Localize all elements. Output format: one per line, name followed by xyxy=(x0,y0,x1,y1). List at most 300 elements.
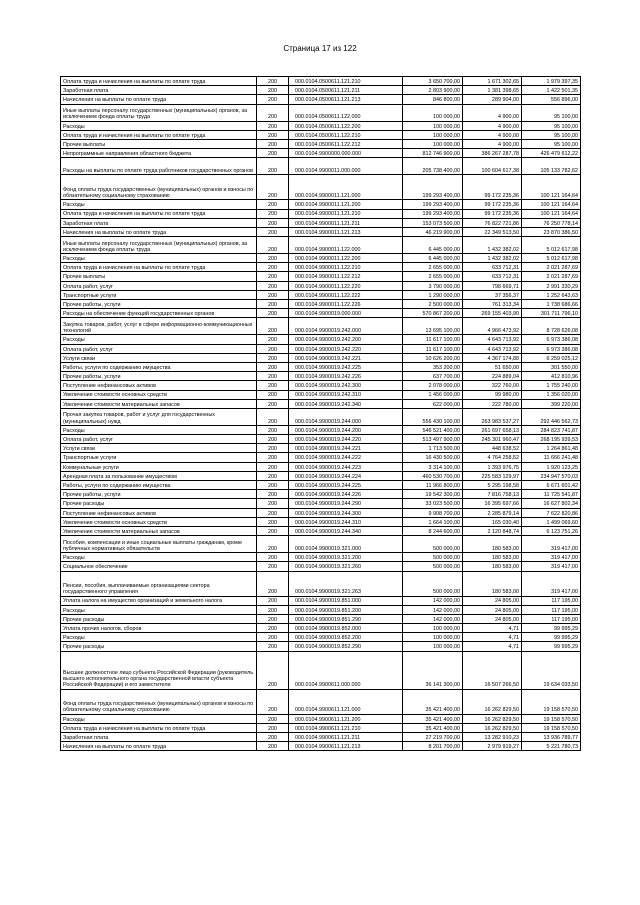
table-row xyxy=(61,227,581,236)
row-approved-amount: 637 700,00 xyxy=(403,372,463,381)
row-line-code: 200 xyxy=(257,362,289,371)
row-line-code: 200 xyxy=(257,633,289,642)
table-row xyxy=(61,149,581,158)
row-executed-amount: 4 643 713,92 xyxy=(463,344,522,353)
row-budget-code: 000.0104.9900011.121.200 xyxy=(289,200,403,209)
row-name: Расходы xyxy=(61,553,257,562)
row-name: Расходы xyxy=(61,254,257,263)
row-line-code: 200 xyxy=(257,471,289,480)
row-executed-amount: 225 583 129,97 xyxy=(463,471,522,480)
row-budget-code: 000.0104.9900019.852.290 xyxy=(289,642,403,651)
row-line-code: 200 xyxy=(257,444,289,453)
row-budget-code: 000.0104.9900611.121.000 xyxy=(289,689,403,714)
row-budget-code: 000.0104.9900019.244.340 xyxy=(289,526,403,535)
row-name: Начисления на выплаты по оплате труда xyxy=(61,95,257,104)
table-row xyxy=(61,723,581,732)
row-approved-amount: 1 290 000,00 xyxy=(403,290,463,299)
row-executed-amount: 5 295 198,58 xyxy=(463,481,522,490)
row-executed-amount: 180 583,00 xyxy=(463,571,522,596)
row-name: Оплата труда и начисления на выплаты по оплате труда xyxy=(61,263,257,272)
table-row xyxy=(61,642,581,651)
row-budget-code: 000.0104.9900019.321.000 xyxy=(289,536,403,553)
row-budget-code: 000.0104.9900019.852.200 xyxy=(289,633,403,642)
row-remaining-amount: 19 634 033,50 xyxy=(522,651,581,689)
table-row xyxy=(61,237,581,254)
row-budget-code: 000.0104.9900019.321.200 xyxy=(289,553,403,562)
row-remaining-amount: 19 158 570,50 xyxy=(522,723,581,732)
row-budget-code: 000.0104.9900019.321.260 xyxy=(289,562,403,571)
row-line-code: 200 xyxy=(257,536,289,553)
row-remaining-amount: 268 195 939,53 xyxy=(522,435,581,444)
table-row xyxy=(61,344,581,353)
table-row xyxy=(61,309,581,318)
row-remaining-amount: 1 738 686,66 xyxy=(522,300,581,309)
table-row xyxy=(61,553,581,562)
row-remaining-amount: 6 671 601,42 xyxy=(522,481,581,490)
row-name: Увеличение стоимости основных средств xyxy=(61,390,257,399)
table-row xyxy=(61,435,581,444)
row-remaining-amount: 117 195,00 xyxy=(522,614,581,623)
row-name: Увеличение стоимости основных средств xyxy=(61,517,257,526)
row-name: Прочие расходы xyxy=(61,642,257,651)
row-approved-amount: 513 497 900,00 xyxy=(403,435,463,444)
row-name: Расходы xyxy=(61,121,257,130)
row-executed-amount: 4 966 473,92 xyxy=(463,318,522,335)
row-line-code: 200 xyxy=(257,453,289,462)
row-budget-code: 000.0104.9900019.321.263 xyxy=(289,571,403,596)
row-line-code: 200 xyxy=(257,490,289,499)
row-approved-amount: 153 073 500,00 xyxy=(403,218,463,227)
row-budget-code: 000.0104.9900019.244.220 xyxy=(289,435,403,444)
row-executed-amount: 7 816 758,13 xyxy=(463,490,522,499)
row-line-code: 200 xyxy=(257,86,289,95)
row-line-code: 200 xyxy=(257,614,289,623)
row-budget-code: 000.0104.9900011.122.200 xyxy=(289,254,403,263)
row-name: Услуги связи xyxy=(61,353,257,362)
table-row xyxy=(61,444,581,453)
row-executed-amount: 1 432 382,02 xyxy=(463,254,522,263)
row-approved-amount: 16 430 500,00 xyxy=(403,453,463,462)
row-approved-amount: 6 445 000,00 xyxy=(403,237,463,254)
row-name: Расходы xyxy=(61,200,257,209)
row-remaining-amount: 6 259 025,12 xyxy=(522,353,581,362)
row-remaining-amount: 319 417,00 xyxy=(522,553,581,562)
row-line-code: 200 xyxy=(257,218,289,227)
table-row xyxy=(61,714,581,723)
row-line-code: 200 xyxy=(257,209,289,218)
row-remaining-amount: 95 100,00 xyxy=(522,130,581,139)
row-approved-amount: 11 617 100,00 xyxy=(403,335,463,344)
row-executed-amount: 2 120 848,74 xyxy=(463,526,522,535)
row-line-code: 200 xyxy=(257,562,289,571)
row-remaining-amount: 7 622 820,86 xyxy=(522,508,581,517)
row-budget-code: 000.0104.9900019.242.000 xyxy=(289,318,403,335)
table-row xyxy=(61,536,581,553)
row-name: Увеличение стоимости материальных запасов xyxy=(61,399,257,408)
row-name: Оплата работ, услуг xyxy=(61,344,257,353)
row-name: Оплата работ, услуг xyxy=(61,435,257,444)
row-approved-amount: 812 746 900,00 xyxy=(403,149,463,158)
table-row xyxy=(61,158,581,175)
table-row xyxy=(61,139,581,148)
row-executed-amount: 180 583,00 xyxy=(463,536,522,553)
row-name: Иные выплаты персоналу государственных (муниципальных) органов, за исключением фонда оплаты труда xyxy=(61,104,257,121)
row-remaining-amount: 319 417,00 xyxy=(522,536,581,553)
row-approved-amount: 3 314 100,00 xyxy=(403,462,463,471)
row-budget-code: 000.0104.9900019.244.226 xyxy=(289,490,403,499)
row-budget-code: 000.0104.9900019.244.222 xyxy=(289,453,403,462)
row-remaining-amount: 556 896,00 xyxy=(522,95,581,104)
row-remaining-amount: 5 012 617,98 xyxy=(522,254,581,263)
row-budget-code: 000.0104.9900011.122.226 xyxy=(289,300,403,309)
row-executed-amount: 4,71 xyxy=(463,624,522,633)
row-executed-amount: 633 712,31 xyxy=(463,263,522,272)
row-line-code: 200 xyxy=(257,121,289,130)
row-budget-code: 000.0104.0500611.121.213 xyxy=(289,95,403,104)
row-executed-amount: 761 313,34 xyxy=(463,300,522,309)
row-name: Пособия, компенсации и иные социальные выплаты гражданам, кроме публичных нормативных обязательств xyxy=(61,536,257,553)
row-line-code: 200 xyxy=(257,425,289,434)
row-line-code: 200 xyxy=(257,318,289,335)
row-line-code: 200 xyxy=(257,372,289,381)
row-executed-amount: 99 172 235,36 xyxy=(463,175,522,200)
row-approved-amount: 13 695 100,00 xyxy=(403,318,463,335)
row-line-code: 200 xyxy=(257,158,289,175)
row-budget-code: 000.0104.9900019.244.200 xyxy=(289,425,403,434)
table-row xyxy=(61,508,581,517)
row-remaining-amount: 117 195,00 xyxy=(522,596,581,605)
row-remaining-amount: 11 666 241,48 xyxy=(522,453,581,462)
table-row xyxy=(61,499,581,508)
row-name: Уплата прочих налогов, сборов xyxy=(61,624,257,633)
row-budget-code: 000.0104.9900019.244.223 xyxy=(289,462,403,471)
table-row xyxy=(61,95,581,104)
row-budget-code: 000.0104.9900611.000.000 xyxy=(289,651,403,689)
row-budget-code: 000.0104.9900611.121.213 xyxy=(289,742,403,751)
row-approved-amount: 2 655 000,00 xyxy=(403,272,463,281)
row-remaining-amount: 13 936 789,77 xyxy=(522,733,581,742)
row-budget-code: 000.0104.9900011.000.000 xyxy=(289,158,403,175)
table-row xyxy=(61,263,581,272)
row-line-code: 200 xyxy=(257,254,289,263)
row-executed-amount: 4 643 713,92 xyxy=(463,335,522,344)
row-budget-code: 000.0104.9900019.242.221 xyxy=(289,353,403,362)
row-approved-amount: 500 000,00 xyxy=(403,536,463,553)
table-row xyxy=(61,272,581,281)
row-remaining-amount: 23 870 386,50 xyxy=(522,227,581,236)
row-line-code: 200 xyxy=(257,130,289,139)
row-approved-amount: 199 293 400,00 xyxy=(403,209,463,218)
row-approved-amount: 27 219 700,00 xyxy=(403,733,463,742)
row-budget-code: 000.0104.9900011.121.000 xyxy=(289,175,403,200)
row-executed-amount: 76 822 721,86 xyxy=(463,218,522,227)
row-line-code: 200 xyxy=(257,651,289,689)
row-name: Заработная плата xyxy=(61,733,257,742)
row-name: Расходы на обеспечение функций государственных органов xyxy=(61,309,257,318)
table-row xyxy=(61,381,581,390)
row-name: Фонд оплаты труда государственных (муниципальных) органов и взносы по обязательному социальному страхованию xyxy=(61,689,257,714)
row-line-code: 200 xyxy=(257,149,289,158)
row-remaining-amount: 1 252 643,63 xyxy=(522,290,581,299)
row-executed-amount: 4,71 xyxy=(463,642,522,651)
row-executed-amount: 4 367 174,88 xyxy=(463,353,522,362)
row-name: Прочие работы, услуги xyxy=(61,372,257,381)
table-row xyxy=(61,689,581,714)
row-line-code: 200 xyxy=(257,272,289,281)
row-approved-amount: 142 000,00 xyxy=(403,614,463,623)
table-row xyxy=(61,425,581,434)
row-name: Оплата труда и начисления на выплаты по оплате труда xyxy=(61,723,257,732)
row-name: Прочие работы, услуги xyxy=(61,490,257,499)
row-line-code: 200 xyxy=(257,175,289,200)
row-name: Пенсии, пособия, выплачиваемые организациями сектора государственного управления xyxy=(61,571,257,596)
row-budget-code: 000.0104.0500611.121.211 xyxy=(289,86,403,95)
row-name: Оплата труда и начисления на выплаты по оплате труда xyxy=(61,130,257,139)
row-remaining-amount: 1 755 240,00 xyxy=(522,381,581,390)
row-remaining-amount: 301 711 796,10 xyxy=(522,309,581,318)
row-budget-code: 000.0104.9900019.242.340 xyxy=(289,399,403,408)
row-approved-amount: 35 421 400,00 xyxy=(403,723,463,732)
row-name: Начисления на выплаты по оплате труда xyxy=(61,742,257,751)
table-row xyxy=(61,86,581,95)
row-remaining-amount: 100 121 164,64 xyxy=(522,200,581,209)
row-executed-amount: 263 983 537,27 xyxy=(463,408,522,425)
row-line-code: 200 xyxy=(257,624,289,633)
row-approved-amount: 2 500 000,00 xyxy=(403,300,463,309)
row-remaining-amount: 8 728 626,08 xyxy=(522,318,581,335)
row-budget-code: 000.0104.0500611.122.000 xyxy=(289,104,403,121)
table-row xyxy=(61,130,581,139)
row-name: Расходы xyxy=(61,605,257,614)
row-executed-amount: 1 381 398,65 xyxy=(463,86,522,95)
row-name: Транспортные услуги xyxy=(61,453,257,462)
row-executed-amount: 4 764 258,52 xyxy=(463,453,522,462)
row-remaining-amount: 105 133 782,62 xyxy=(522,158,581,175)
row-approved-amount: 1 664 100,00 xyxy=(403,517,463,526)
table-row xyxy=(61,335,581,344)
row-approved-amount: 100 000,00 xyxy=(403,624,463,633)
row-remaining-amount: 117 195,00 xyxy=(522,605,581,614)
table-row xyxy=(61,408,581,425)
table-row xyxy=(61,175,581,200)
row-name: Прочие расходы xyxy=(61,614,257,623)
row-name: Услуги связи xyxy=(61,444,257,453)
row-approved-amount: 10 626 200,00 xyxy=(403,353,463,362)
row-remaining-amount: 99 995,29 xyxy=(522,642,581,651)
table-row xyxy=(61,353,581,362)
table-row xyxy=(61,77,581,86)
row-approved-amount: 9 908 700,00 xyxy=(403,508,463,517)
table-row xyxy=(61,526,581,535)
row-approved-amount: 500 000,00 xyxy=(403,553,463,562)
row-approved-amount: 199 293 400,00 xyxy=(403,200,463,209)
row-name: Расходы xyxy=(61,335,257,344)
row-line-code: 200 xyxy=(257,733,289,742)
row-budget-code: 000.0104.9900019.242.300 xyxy=(289,381,403,390)
row-executed-amount: 289 904,00 xyxy=(463,95,522,104)
table-row xyxy=(61,300,581,309)
row-remaining-amount: 284 823 741,87 xyxy=(522,425,581,434)
row-line-code: 200 xyxy=(257,605,289,614)
row-line-code: 200 xyxy=(257,435,289,444)
row-remaining-amount: 1 264 861,48 xyxy=(522,444,581,453)
row-line-code: 200 xyxy=(257,742,289,751)
row-approved-amount: 3 790 000,00 xyxy=(403,281,463,290)
row-name: Поступление нефинансовых активов xyxy=(61,381,257,390)
row-line-code: 200 xyxy=(257,281,289,290)
row-line-code: 200 xyxy=(257,508,289,517)
row-name: Прочие работы, услуги xyxy=(61,300,257,309)
table-row xyxy=(61,281,581,290)
row-remaining-amount: 6 973 386,08 xyxy=(522,335,581,344)
row-approved-amount: 556 430 100,00 xyxy=(403,408,463,425)
row-remaining-amount: 19 158 570,50 xyxy=(522,714,581,723)
row-name: Поступление нефинансовых активов xyxy=(61,508,257,517)
row-executed-amount: 4 900,00 xyxy=(463,104,522,121)
row-executed-amount: 386 267 287,78 xyxy=(463,149,522,158)
row-name: Прочая закупка товаров, работ и услуг для государственных (муниципальных) нужд xyxy=(61,408,257,425)
row-approved-amount: 622 000,00 xyxy=(403,399,463,408)
row-line-code: 200 xyxy=(257,571,289,596)
row-remaining-amount: 99 995,29 xyxy=(522,633,581,642)
row-budget-code: 000.0104.9900019.851.290 xyxy=(289,614,403,623)
row-line-code: 200 xyxy=(257,526,289,535)
row-remaining-amount: 319 417,00 xyxy=(522,562,581,571)
row-approved-amount: 460 530 700,00 xyxy=(403,471,463,480)
row-budget-code: 000.0104.9900019.242.200 xyxy=(289,335,403,344)
row-executed-amount: 4 900,00 xyxy=(463,130,522,139)
row-approved-amount: 1 456 000,00 xyxy=(403,390,463,399)
row-budget-code: 000.0104.0500611.122.200 xyxy=(289,121,403,130)
row-budget-code: 000.0104.9900019.244.224 xyxy=(289,471,403,480)
row-executed-amount: 245 301 960,47 xyxy=(463,435,522,444)
row-budget-code: 000.0104.9900011.122.210 xyxy=(289,263,403,272)
row-budget-code: 000.0104.9900011.122.220 xyxy=(289,281,403,290)
row-line-code: 200 xyxy=(257,689,289,714)
row-approved-amount: 6 445 000,00 xyxy=(403,254,463,263)
table-row xyxy=(61,742,581,751)
row-name: Расходы на выплаты по оплате труда работников государственных органов xyxy=(61,158,257,175)
row-remaining-amount: 100 121 164,64 xyxy=(522,209,581,218)
row-line-code: 200 xyxy=(257,499,289,508)
row-remaining-amount: 95 100,00 xyxy=(522,121,581,130)
row-approved-amount: 2 655 000,00 xyxy=(403,263,463,272)
row-approved-amount: 142 000,00 xyxy=(403,596,463,605)
table-row xyxy=(61,517,581,526)
row-name: Непрограммные направления областного бюджета xyxy=(61,149,257,158)
row-executed-amount: 269 155 403,90 xyxy=(463,309,522,318)
row-executed-amount: 1 432 382,02 xyxy=(463,237,522,254)
table-row xyxy=(61,733,581,742)
row-line-code: 200 xyxy=(257,237,289,254)
row-name: Оплата труда и начисления на выплаты по оплате труда xyxy=(61,209,257,218)
row-budget-code: 000.0104.9900019.852.000 xyxy=(289,624,403,633)
row-remaining-amount: 5 221 780,73 xyxy=(522,742,581,751)
table-row xyxy=(61,318,581,335)
row-remaining-amount: 100 121 164,64 xyxy=(522,175,581,200)
row-budget-code: 000.0104.9900019.244.290 xyxy=(289,499,403,508)
row-name: Заработная плата xyxy=(61,86,257,95)
table-row xyxy=(61,633,581,642)
row-executed-amount: 37 356,37 xyxy=(463,290,522,299)
row-approved-amount: 546 521 400,00 xyxy=(403,425,463,434)
row-line-code: 200 xyxy=(257,290,289,299)
row-name: Расходы xyxy=(61,425,257,434)
row-approved-amount: 100 000,00 xyxy=(403,633,463,642)
row-name: Прочие расходы xyxy=(61,499,257,508)
row-remaining-amount: 16 627 802,34 xyxy=(522,499,581,508)
row-name: Оплата труда и начисления на выплаты по оплате труда xyxy=(61,77,257,86)
row-remaining-amount: 426 479 612,22 xyxy=(522,149,581,158)
row-remaining-amount: 2 021 287,69 xyxy=(522,272,581,281)
row-remaining-amount: 1 920 123,25 xyxy=(522,462,581,471)
row-executed-amount: 51 650,00 xyxy=(463,362,522,371)
row-approved-amount: 100 000,00 xyxy=(403,121,463,130)
row-remaining-amount: 76 250 778,14 xyxy=(522,218,581,227)
row-executed-amount: 16 507 266,50 xyxy=(463,651,522,689)
row-approved-amount: 35 421 400,00 xyxy=(403,689,463,714)
row-executed-amount: 2 285 879,14 xyxy=(463,508,522,517)
row-budget-code: 000.0104.9900011.121.211 xyxy=(289,218,403,227)
row-executed-amount: 633 712,31 xyxy=(463,272,522,281)
row-budget-code: 000.0104.9900011.122.222 xyxy=(289,290,403,299)
row-remaining-amount: 19 158 570,50 xyxy=(522,689,581,714)
row-remaining-amount: 6 973 386,08 xyxy=(522,344,581,353)
row-line-code: 200 xyxy=(257,353,289,362)
table-row xyxy=(61,121,581,130)
row-executed-amount: 16 395 697,66 xyxy=(463,499,522,508)
row-budget-code: 000.0104.9900000.000.000 xyxy=(289,149,403,158)
row-remaining-amount: 301 550,00 xyxy=(522,362,581,371)
row-executed-amount: 222 780,00 xyxy=(463,399,522,408)
row-name: Прочие выплаты xyxy=(61,139,257,148)
row-budget-code: 000.0104.0500611.122.212 xyxy=(289,139,403,148)
row-remaining-amount: 1 499 069,60 xyxy=(522,517,581,526)
row-approved-amount: 2 078 000,00 xyxy=(403,381,463,390)
row-line-code: 200 xyxy=(257,227,289,236)
table-row xyxy=(61,571,581,596)
row-name: Начисления на выплаты по оплате труда xyxy=(61,227,257,236)
row-line-code: 200 xyxy=(257,381,289,390)
row-executed-amount: 24 805,00 xyxy=(463,596,522,605)
row-line-code: 200 xyxy=(257,77,289,86)
row-approved-amount: 205 738 400,00 xyxy=(403,158,463,175)
row-budget-code: 000.0104.0500611.122.210 xyxy=(289,130,403,139)
row-name: Заработная плата xyxy=(61,218,257,227)
row-remaining-amount: 412 810,96 xyxy=(522,372,581,381)
row-name: Арендная плата за пользование имуществом xyxy=(61,471,257,480)
row-line-code: 200 xyxy=(257,263,289,272)
row-budget-code: 000.0104.9900019.244.225 xyxy=(289,481,403,490)
row-name: Транспортные услуги xyxy=(61,290,257,299)
row-budget-code: 000.0104.9900019.242.220 xyxy=(289,344,403,353)
row-line-code: 200 xyxy=(257,596,289,605)
row-remaining-amount: 2 991 330,29 xyxy=(522,281,581,290)
table-row xyxy=(61,481,581,490)
row-name: Работы, услуги по содержанию имущества xyxy=(61,362,257,371)
row-executed-amount: 1 671 302,65 xyxy=(463,77,522,86)
row-line-code: 200 xyxy=(257,104,289,121)
row-remaining-amount: 6 123 751,26 xyxy=(522,526,581,535)
row-line-code: 200 xyxy=(257,481,289,490)
row-line-code: 200 xyxy=(257,517,289,526)
row-executed-amount: 798 669,71 xyxy=(463,281,522,290)
table-row xyxy=(61,462,581,471)
row-budget-code: 000.0104.9900019.242.225 xyxy=(289,362,403,371)
row-approved-amount: 100 000,00 xyxy=(403,130,463,139)
table-row xyxy=(61,624,581,633)
table-row xyxy=(61,614,581,623)
